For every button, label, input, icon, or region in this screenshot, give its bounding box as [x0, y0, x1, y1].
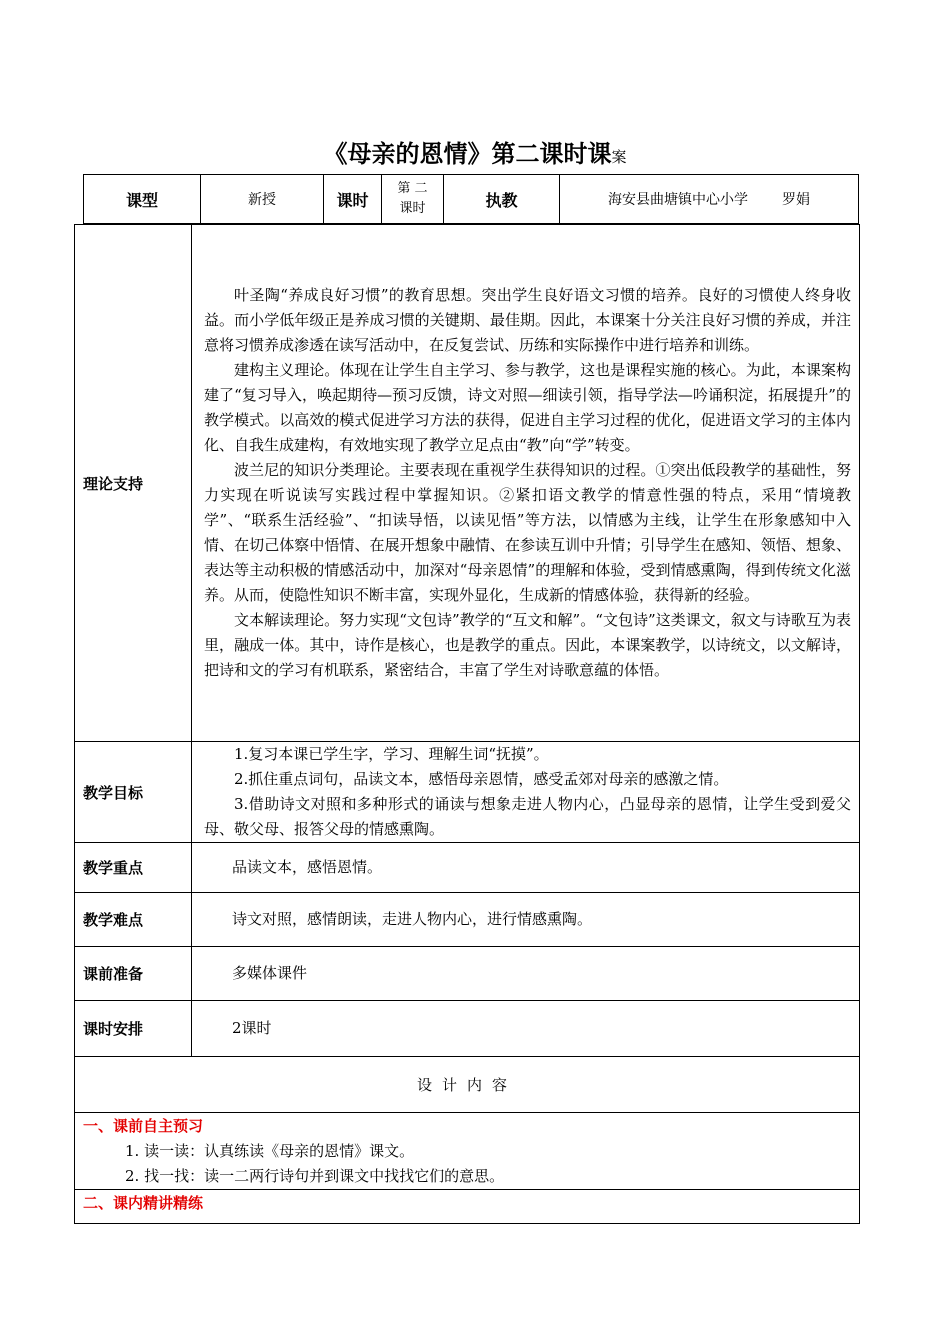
section2-cell: [75, 1190, 860, 1224]
goals-label: 教学目标: [75, 742, 192, 843]
design-row: [75, 1057, 860, 1113]
preparation-value: 多媒体课件: [192, 947, 860, 1001]
goals-row: [75, 742, 860, 843]
title-main: 《母亲的恩情》第二课时课: [323, 140, 612, 168]
section1-row: [75, 1113, 860, 1190]
difficulties-row: [75, 893, 860, 947]
section2-heading: 二、课内精讲精练: [83, 1194, 204, 1212]
lesson-plan-table: [74, 224, 860, 1224]
goals-content: [192, 742, 860, 843]
hours-value: [382, 175, 444, 224]
hours-value-line2: 课时: [399, 201, 426, 216]
schedule-value: 2课时: [192, 1001, 860, 1057]
teacher-name: 罗娟: [782, 192, 810, 208]
type-label: 课型: [84, 175, 201, 224]
hours-label: 课时: [324, 175, 382, 224]
preview-item: 1. 读一读：认真练读《母亲的恩情》课文。: [125, 1142, 415, 1160]
key-points-row: [75, 843, 860, 893]
theory-paragraph: 建构主义理论。体现在让学生自主学习、参与教学，这也是课程实施的核心。为此，本课案构建了“复习导入，唤起期待—预习反馈，诗文对照—细读引领，指导学法—吟诵积淀，拓展提升”的教学模式。以高效的模式促进学习方法的获得，促进自主学习过程的优化，促进语文学习的主体内化、自我生成建构，有效地实现了教学立足点由“教”向“学”转变。: [204, 361, 851, 454]
section1-heading: 一、课前自主预习: [83, 1117, 204, 1135]
theory-row: [75, 225, 860, 742]
preparation-row: [75, 947, 860, 1001]
header-table: [83, 174, 859, 224]
theory-paragraph: 波兰尼的知识分类理论。主要表现在重视学生获得知识的过程。①突出低段教学的基础性，努力实现在听说读写实践过程中掌握知识。②紧扣语文教学的情意性强的特点，采用“情境教学”、“联系生活经验”、“扣读导悟，以读见悟”等方法，以情感为主线，让学生在形象感知中入情、在切己体察中悟情、在展开想象中融情、在参读互训中升情；引导学生在感知、领悟、想象、表达等主动积极的情感活动中，加深对“母亲恩情”的理解和体验，受到情感熏陶，得到传统文化滋养。从而，使隐性知识不断丰富，实现外显化，生成新的情感体验，获得新的经验。: [204, 461, 851, 604]
schedule-label: 课时安排: [75, 1001, 192, 1057]
preparation-label: 课前准备: [75, 947, 192, 1001]
key-points-value: 品读文本，感悟恩情。: [192, 843, 860, 893]
design-heading: 设计内容: [75, 1057, 860, 1113]
theory-paragraph: 叶圣陶“养成良好习惯”的教育思想。突出学生良好语文习惯的培养。良好的习惯使人终身收益。而小学低年级正是养成习惯的关键期、最佳期。因此，本课案十分关注良好习惯的养成，并注意将习惯养成渗透在读写活动中，在反复尝试、历练和实际操作中进行培养和训练。: [204, 286, 851, 354]
teacher-label: 执教: [444, 175, 560, 224]
teacher-value: [560, 175, 859, 224]
section1-cell: [75, 1113, 860, 1190]
page-title: [0, 134, 950, 169]
theory-paragraph: 文本解读理论。努力实现“文包诗”教学的“互文和解”。“文包诗”这类课文，叙文与诗歌互为表里，融成一体。其中，诗作是核心，也是教学的重点。因此，本课案教学，以诗统文，以文解诗，把诗和文的学习有机联系，紧密结合，丰富了学生对诗歌意蕴的体悟。: [204, 611, 851, 679]
difficulties-value: 诗文对照，感情朗读，走进人物内心，进行情感熏陶。: [192, 893, 860, 947]
key-points-label: 教学重点: [75, 843, 192, 893]
preview-list: [75, 1139, 859, 1189]
theory-label: 理论支持: [75, 225, 192, 742]
goal-item: 3.借助诗文对照和多种形式的诵读与想象走进人物内心，凸显母亲的恩情，让学生受到爱父母、敬父母、报答父母的情感熏陶。: [204, 795, 851, 838]
title-suffix: 案: [611, 148, 627, 166]
teacher-school: 海安县曲塘镇中心小学: [608, 192, 748, 208]
difficulties-label: 教学难点: [75, 893, 192, 947]
theory-content: [192, 225, 860, 742]
schedule-row: [75, 1001, 860, 1057]
goal-item: 2.抓住重点词句，品读文本，感悟母亲恩情，感受孟郊对母亲的感激之情。: [234, 770, 729, 788]
type-value: 新授: [201, 175, 324, 224]
hours-value-line1: 第 二: [397, 181, 428, 196]
section2-row: [75, 1190, 860, 1224]
goal-item: 1.复习本课已学生字，学习、理解生词“抚摸”。: [234, 745, 549, 763]
preview-item: 2. 找一找：读一二两行诗句并到课文中找找它们的意思。: [125, 1167, 505, 1185]
